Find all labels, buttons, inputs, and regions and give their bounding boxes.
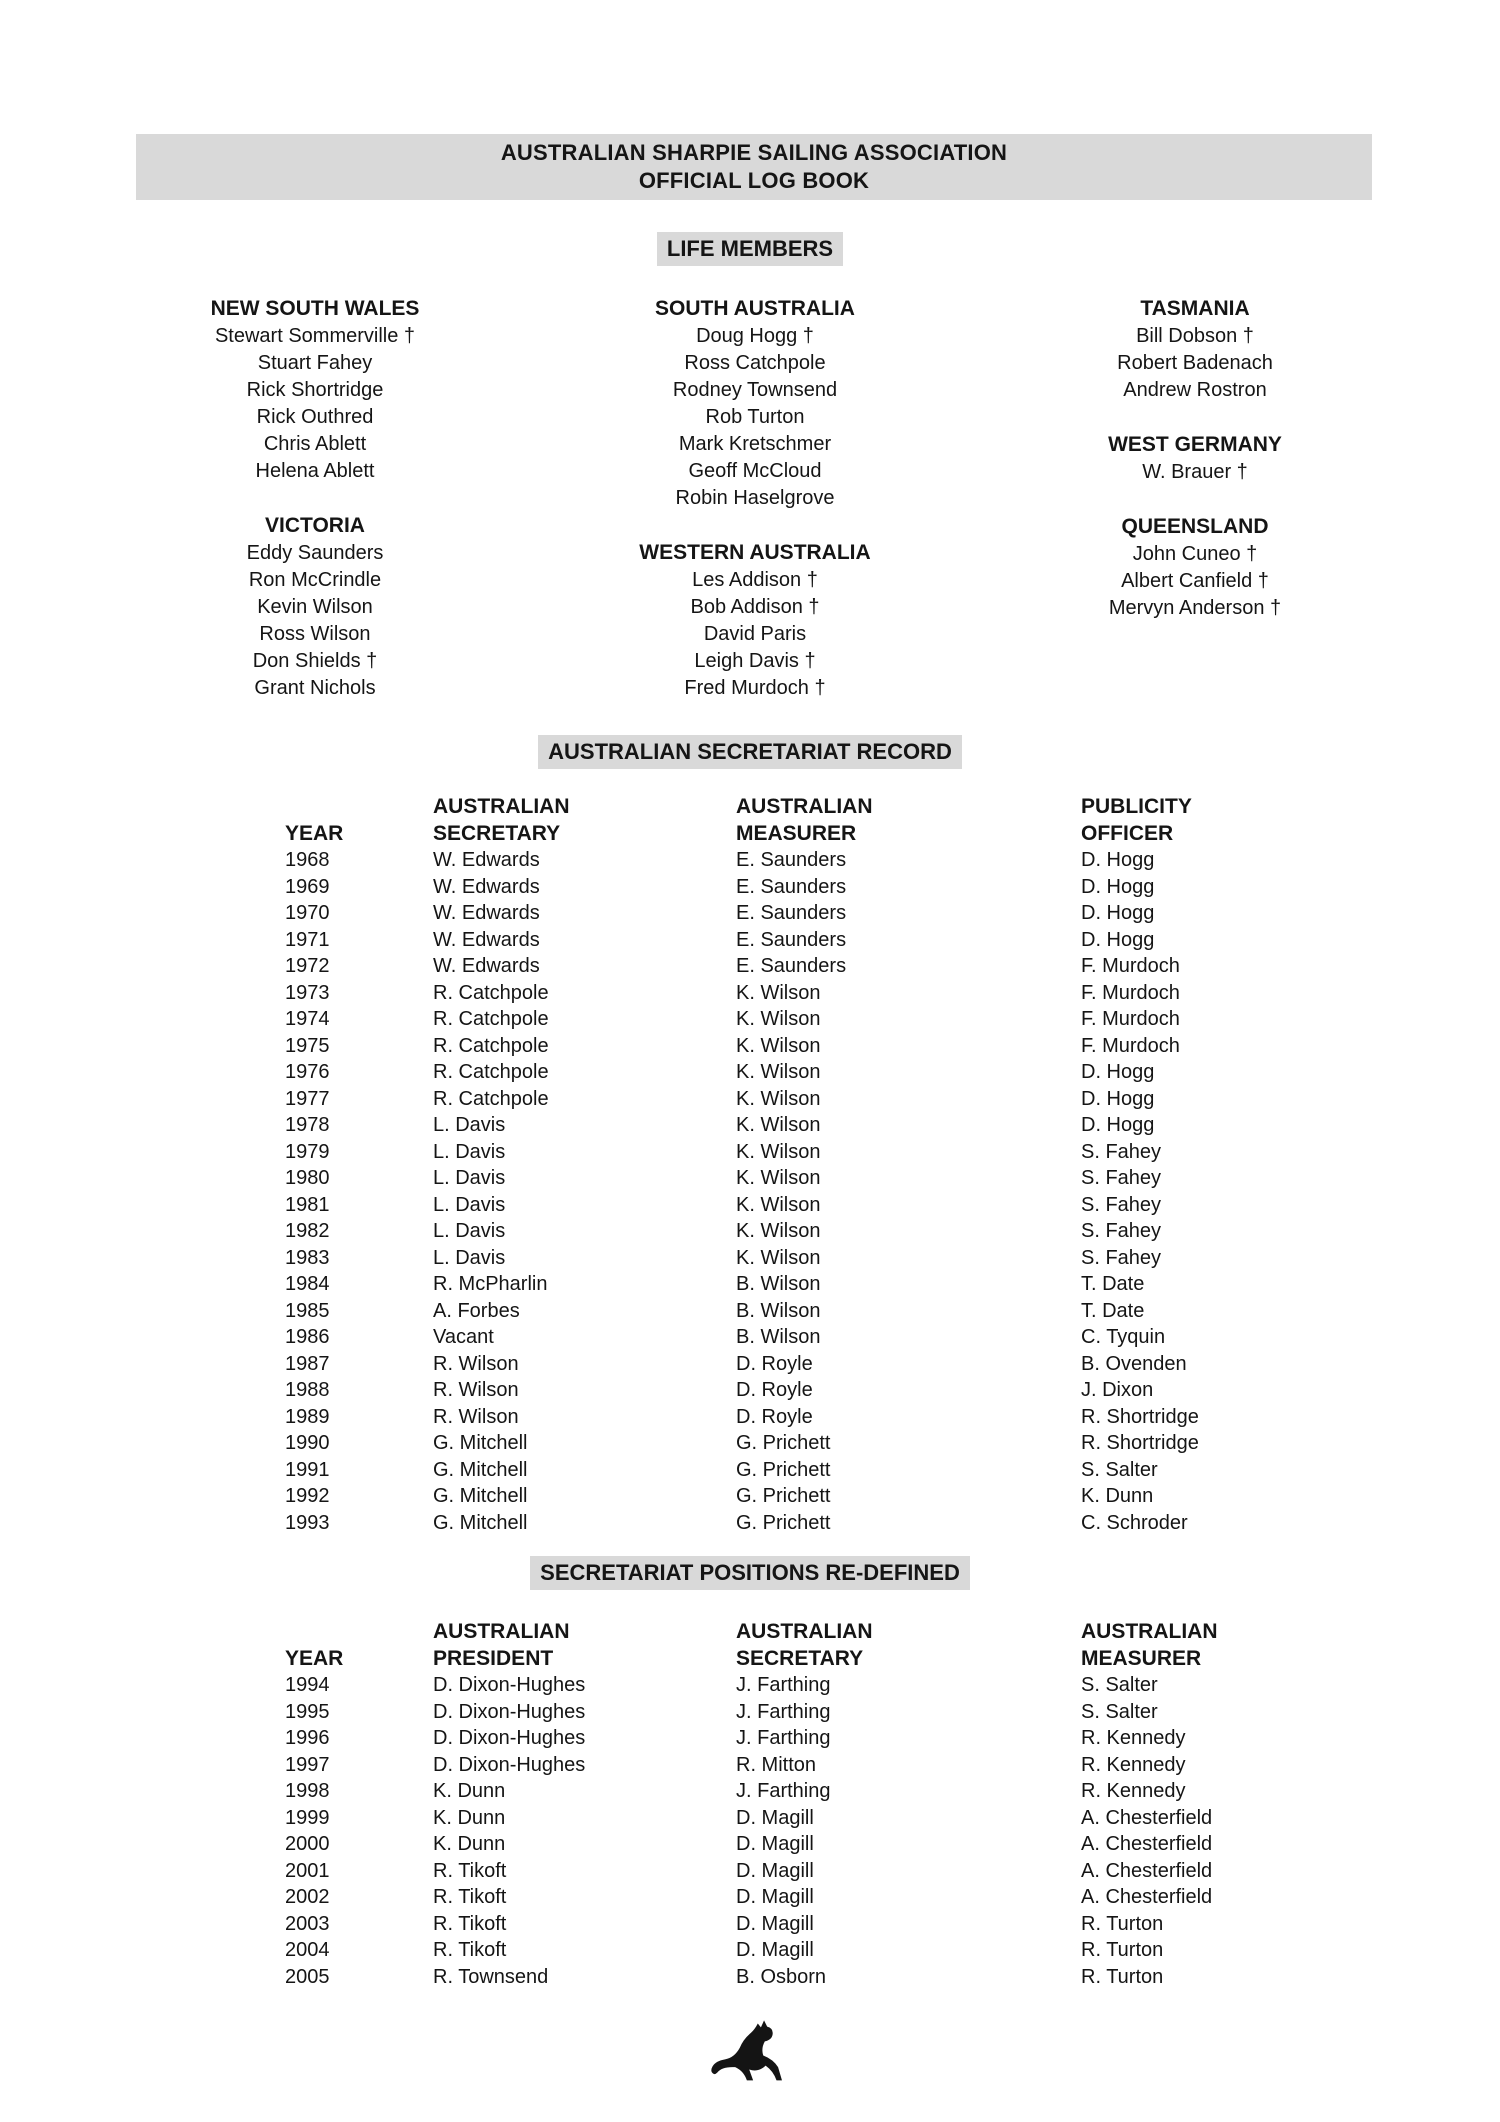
table-cell: G. Mitchell	[433, 1511, 528, 1534]
table-cell: K. Dunn	[1081, 1485, 1154, 1507]
positions-redefined-table	[285, 1618, 1411, 1990]
table-cell: R. Shortridge	[1081, 1405, 1199, 1428]
table-cell: B. Wilson	[736, 1326, 821, 1348]
table-cell: 1976	[285, 1061, 330, 1083]
member-name: Les Addison †	[692, 569, 818, 591]
table-cell: K. Wilson	[736, 1061, 821, 1083]
table-cell: E. Saunders	[736, 902, 847, 924]
member-name: Ron McCrindle	[248, 569, 382, 591]
table-cell: R. Wilson	[433, 1379, 519, 1401]
footer-logo-area	[0, 2018, 1500, 2087]
table-cell: S. Salter	[1081, 1674, 1158, 1696]
positions-redefined-row	[285, 1725, 1411, 1752]
document-title-line2: OFFICIAL LOG BOOK	[638, 168, 870, 193]
life-members-column-3	[975, 294, 1415, 728]
table-cell: A. Chesterfield	[1081, 1886, 1213, 1908]
table-cell: R. Wilson	[433, 1352, 519, 1375]
table-cell: K. Wilson	[736, 1008, 821, 1030]
table-cell: 2004	[285, 1939, 330, 1961]
secretariat-record-row	[285, 900, 1411, 927]
table-cell: R. Tikoft	[433, 1939, 507, 1961]
table-cell: K. Dunn	[433, 1833, 506, 1855]
table-cell: F. Murdoch	[1081, 1008, 1180, 1030]
table-cell: R. Catchpole	[433, 981, 549, 1004]
member-name: Grant Nichols	[254, 677, 376, 699]
secretariat-record-row	[285, 1006, 1411, 1033]
table-cell: 1969	[285, 875, 330, 898]
table-cell: D. Hogg	[1081, 875, 1155, 898]
table-cell: 1987	[285, 1352, 330, 1375]
table-cell: 1998	[285, 1780, 330, 1802]
column-header: PRESIDENT	[433, 1647, 554, 1670]
secretariat-record-row	[285, 1165, 1411, 1192]
table-cell: D. Hogg	[1081, 849, 1155, 871]
life-members-columns	[95, 294, 1415, 728]
life-members-group	[535, 538, 975, 702]
table-cell: 1986	[285, 1326, 330, 1348]
table-cell: W. Edwards	[433, 875, 540, 898]
table-cell: B. Ovenden	[1081, 1352, 1187, 1375]
table-cell: E. Saunders	[736, 849, 847, 871]
table-cell: D. Hogg	[1081, 1061, 1155, 1083]
table-cell: W. Edwards	[433, 928, 540, 951]
column-header: AUSTRALIAN	[736, 795, 873, 818]
table-cell: B. Wilson	[736, 1273, 821, 1295]
positions-redefined-row	[285, 1699, 1411, 1726]
member-name: Don Shields †	[252, 650, 378, 672]
table-cell: J. Dixon	[1081, 1379, 1154, 1401]
table-cell: D. Royle	[736, 1405, 813, 1428]
member-name: Chris Ablett	[263, 433, 367, 455]
table-cell: G. Prichett	[736, 1485, 831, 1507]
column-header: AUSTRALIAN	[433, 795, 570, 818]
secretariat-record-heading-text: AUSTRALIAN SECRETARIAT RECORD	[538, 735, 962, 769]
table-cell: D. Hogg	[1081, 1087, 1155, 1110]
table-cell: 1968	[285, 849, 330, 871]
state-heading: NEW SOUTH WALES	[210, 297, 420, 320]
table-cell: 2003	[285, 1912, 330, 1935]
table-cell: D. Magill	[736, 1859, 814, 1882]
member-name: Andrew Rostron	[1123, 379, 1267, 401]
state-heading: TASMANIA	[1140, 297, 1250, 320]
state-heading: VICTORIA	[265, 514, 365, 537]
table-cell: S. Salter	[1081, 1700, 1158, 1723]
positions-redefined-row	[285, 1964, 1411, 1991]
table-cell: D. Magill	[736, 1912, 814, 1935]
table-cell: T. Date	[1081, 1273, 1145, 1295]
column-header: OFFICER	[1081, 822, 1174, 845]
member-name: Mervyn Anderson †	[1108, 597, 1282, 619]
table-cell: D. Dixon-Hughes	[433, 1674, 586, 1696]
secretariat-record-row	[285, 847, 1411, 874]
table-cell: 1979	[285, 1140, 330, 1163]
secretariat-record-row	[285, 1245, 1411, 1272]
table-cell: D. Dixon-Hughes	[433, 1727, 586, 1749]
secretariat-record-row	[285, 1192, 1411, 1219]
member-name: Bill Dobson †	[1136, 325, 1254, 347]
secretariat-record-row	[285, 1510, 1411, 1537]
table-cell: L. Davis	[433, 1220, 506, 1242]
state-heading: SOUTH AUSTRALIA	[655, 297, 855, 320]
table-cell: F. Murdoch	[1081, 1034, 1180, 1057]
column-header: SECRETARY	[433, 822, 561, 845]
table-cell: D. Hogg	[1081, 902, 1155, 924]
column-header: YEAR	[285, 1647, 344, 1670]
state-heading: WEST GERMANY	[1108, 433, 1282, 456]
life-members-group	[975, 430, 1415, 486]
secretariat-record-row	[285, 1430, 1411, 1457]
positions-redefined-heading	[0, 1556, 1500, 1590]
table-cell: J. Farthing	[736, 1674, 831, 1696]
secretariat-record-row	[285, 1298, 1411, 1325]
table-cell: 1994	[285, 1674, 330, 1696]
column-header: MEASURER	[1081, 1647, 1202, 1670]
member-name: Rodney Townsend	[672, 379, 838, 401]
positions-redefined-row	[285, 1884, 1411, 1911]
table-cell: R. Catchpole	[433, 1034, 549, 1057]
column-header	[285, 1618, 433, 1645]
table-cell: G. Mitchell	[433, 1432, 528, 1454]
table-cell: S. Salter	[1081, 1458, 1158, 1481]
table-cell: T. Date	[1081, 1299, 1145, 1322]
table-cell: E. Saunders	[736, 875, 847, 898]
table-cell: K. Dunn	[433, 1806, 506, 1829]
table-cell: R. Catchpole	[433, 1008, 549, 1030]
secretariat-record-row	[285, 1324, 1411, 1351]
table-cell: 1995	[285, 1700, 330, 1723]
table-cell: J. Farthing	[736, 1727, 831, 1749]
positions-redefined-row	[285, 1778, 1411, 1805]
positions-redefined-heading-text: SECRETARIAT POSITIONS RE-DEFINED	[530, 1556, 970, 1590]
table-cell: A. Forbes	[433, 1299, 520, 1322]
table-cell: D. Dixon-Hughes	[433, 1700, 586, 1723]
life-members-group	[975, 512, 1415, 622]
secretariat-record-row	[285, 1457, 1411, 1484]
member-name: Robin Haselgrove	[675, 487, 835, 509]
table-cell: 1978	[285, 1114, 330, 1136]
table-cell: 1982	[285, 1220, 330, 1242]
table-cell: K. Wilson	[736, 1193, 821, 1216]
column-header: SECRETARY	[736, 1647, 864, 1670]
table-cell: G. Prichett	[736, 1511, 831, 1534]
member-name: Bob Addison †	[690, 596, 820, 618]
column-header: AUSTRALIAN	[1081, 1620, 1218, 1643]
table-cell: R. Catchpole	[433, 1061, 549, 1083]
member-name: Ross Catchpole	[684, 352, 826, 374]
table-cell: 1999	[285, 1806, 330, 1829]
member-name: Stewart Sommerville †	[214, 325, 416, 347]
table-cell: 1991	[285, 1458, 330, 1481]
secretariat-record-row	[285, 1059, 1411, 1086]
life-members-group	[535, 294, 975, 512]
table-cell: W. Edwards	[433, 902, 540, 924]
secretariat-record-row	[285, 1218, 1411, 1245]
column-header: AUSTRALIAN	[736, 1620, 873, 1643]
table-cell: R. Shortridge	[1081, 1432, 1199, 1454]
positions-redefined-row	[285, 1911, 1411, 1938]
member-name: Rick Outhred	[256, 406, 374, 428]
column-header: PUBLICITY	[1081, 795, 1192, 818]
positions-redefined-row	[285, 1752, 1411, 1779]
table-cell: 2001	[285, 1859, 330, 1882]
table-cell: R. Tikoft	[433, 1859, 507, 1882]
column-header	[285, 793, 433, 820]
table-cell: R. Townsend	[433, 1965, 549, 1988]
table-cell: L. Davis	[433, 1167, 506, 1189]
member-name: Leigh Davis †	[694, 650, 816, 672]
secretariat-record-row	[285, 1377, 1411, 1404]
table-cell: 1985	[285, 1299, 330, 1322]
table-cell: F. Murdoch	[1081, 981, 1180, 1004]
positions-redefined-header-row-2	[285, 1645, 1411, 1672]
table-cell: A. Chesterfield	[1081, 1833, 1213, 1855]
secretariat-record-row	[285, 1139, 1411, 1166]
positions-redefined-row	[285, 1937, 1411, 1964]
member-name: Helena Ablett	[255, 460, 375, 482]
table-cell: R. Tikoft	[433, 1886, 507, 1908]
table-cell: C. Tyquin	[1081, 1326, 1166, 1348]
table-cell: 2000	[285, 1833, 330, 1855]
column-header: MEASURER	[736, 822, 857, 845]
table-cell: R. Kennedy	[1081, 1753, 1186, 1776]
table-cell: J. Farthing	[736, 1780, 831, 1802]
table-cell: 1984	[285, 1273, 330, 1295]
table-cell: 1974	[285, 1008, 330, 1030]
table-cell: D. Royle	[736, 1352, 813, 1375]
positions-redefined-row	[285, 1805, 1411, 1832]
member-name: Geoff McCloud	[688, 460, 822, 482]
table-cell: R. Mitton	[736, 1753, 817, 1776]
table-cell: 1975	[285, 1034, 330, 1057]
table-cell: 1970	[285, 902, 330, 924]
table-cell: 1990	[285, 1432, 330, 1454]
table-cell: R. Kennedy	[1081, 1727, 1186, 1749]
member-name: Rob Turton	[705, 406, 805, 428]
secretariat-record-row	[285, 1112, 1411, 1139]
life-members-group	[95, 511, 535, 702]
table-cell: R. McPharlin	[433, 1273, 548, 1295]
table-cell: S. Fahey	[1081, 1246, 1162, 1269]
member-name: Kevin Wilson	[257, 596, 373, 618]
table-cell: 1977	[285, 1087, 330, 1110]
document-title-bar	[136, 134, 1372, 200]
table-cell: S. Fahey	[1081, 1140, 1162, 1163]
table-cell: K. Wilson	[736, 1087, 821, 1110]
table-cell: 1983	[285, 1246, 330, 1269]
table-cell: W. Edwards	[433, 955, 540, 977]
table-cell: S. Fahey	[1081, 1220, 1162, 1242]
member-name: Albert Canfield †	[1121, 570, 1269, 592]
table-cell: R. Wilson	[433, 1405, 519, 1428]
secretariat-record-row	[285, 1086, 1411, 1113]
table-cell: 1989	[285, 1405, 330, 1428]
table-cell: L. Davis	[433, 1140, 506, 1163]
table-cell: 1973	[285, 981, 330, 1004]
secretariat-record-row	[285, 1404, 1411, 1431]
member-name: W. Brauer †	[1142, 461, 1248, 483]
secretariat-record-heading	[0, 735, 1500, 769]
secretariat-record-row	[285, 1483, 1411, 1510]
table-cell: 1971	[285, 928, 330, 951]
table-cell: D. Magill	[736, 1806, 814, 1829]
table-cell: E. Saunders	[736, 928, 847, 951]
member-name: Rick Shortridge	[246, 379, 384, 401]
table-cell: R. Turton	[1081, 1965, 1164, 1988]
table-cell: B. Osborn	[736, 1965, 827, 1988]
table-cell: D. Dixon-Hughes	[433, 1753, 586, 1776]
table-cell: D. Royle	[736, 1379, 813, 1401]
life-members-heading	[0, 232, 1500, 266]
life-members-group	[975, 294, 1415, 404]
table-cell: W. Edwards	[433, 849, 540, 871]
table-cell: 2002	[285, 1886, 330, 1908]
life-members-column-1	[95, 294, 535, 728]
table-cell: 1993	[285, 1511, 330, 1534]
table-cell: 1980	[285, 1167, 330, 1189]
table-cell: 1972	[285, 955, 330, 977]
positions-redefined-header-row-1	[285, 1618, 1411, 1645]
table-cell: 2005	[285, 1965, 330, 1988]
member-name: Stuart Fahey	[257, 352, 373, 374]
table-cell: K. Wilson	[736, 1114, 821, 1136]
secretariat-record-row	[285, 1351, 1411, 1378]
table-cell: Vacant	[433, 1326, 494, 1348]
secretariat-record-table	[285, 793, 1411, 1536]
table-cell: K. Wilson	[736, 1246, 821, 1269]
life-members-column-2	[535, 294, 975, 728]
column-header: AUSTRALIAN	[433, 1620, 570, 1643]
table-cell: S. Fahey	[1081, 1167, 1162, 1189]
table-cell: G. Mitchell	[433, 1458, 528, 1481]
table-cell: L. Davis	[433, 1114, 506, 1136]
secretariat-record-header-row-1	[285, 793, 1411, 820]
table-cell: J. Farthing	[736, 1700, 831, 1723]
table-cell: 1992	[285, 1485, 330, 1507]
member-name: Robert Badenach	[1117, 352, 1273, 374]
state-heading: QUEENSLAND	[1121, 515, 1269, 538]
table-cell: K. Wilson	[736, 1140, 821, 1163]
table-cell: K. Wilson	[736, 1034, 821, 1057]
table-cell: R. Turton	[1081, 1939, 1164, 1961]
member-name: John Cuneo †	[1132, 543, 1258, 565]
life-members-group	[95, 294, 535, 485]
table-cell: D. Hogg	[1081, 1114, 1155, 1136]
positions-redefined-row	[285, 1858, 1411, 1885]
positions-redefined-row	[285, 1831, 1411, 1858]
table-cell: 1997	[285, 1753, 330, 1776]
member-name: Fred Murdoch †	[684, 677, 826, 699]
secretariat-record-row	[285, 953, 1411, 980]
secretariat-record-row	[285, 1033, 1411, 1060]
table-cell: E. Saunders	[736, 955, 847, 977]
table-cell: A. Chesterfield	[1081, 1859, 1213, 1882]
table-cell: D. Magill	[736, 1833, 814, 1855]
secretariat-record-row	[285, 927, 1411, 954]
table-cell: K. Wilson	[736, 981, 821, 1004]
member-name: Eddy Saunders	[246, 542, 384, 564]
life-members-heading-text: LIFE MEMBERS	[657, 232, 843, 266]
member-name: Mark Kretschmer	[678, 433, 832, 455]
table-cell: D. Magill	[736, 1939, 814, 1961]
table-cell: S. Fahey	[1081, 1193, 1162, 1216]
positions-redefined-row	[285, 1672, 1411, 1699]
table-cell: L. Davis	[433, 1193, 506, 1216]
table-cell: 1981	[285, 1193, 330, 1216]
table-cell: D. Magill	[736, 1886, 814, 1908]
table-cell: A. Chesterfield	[1081, 1806, 1213, 1829]
member-name: Ross Wilson	[259, 623, 371, 645]
table-cell: R. Turton	[1081, 1912, 1164, 1935]
secretariat-record-row	[285, 980, 1411, 1007]
table-cell: R. Catchpole	[433, 1087, 549, 1110]
table-cell: B. Wilson	[736, 1299, 821, 1322]
table-cell: G. Mitchell	[433, 1485, 528, 1507]
table-cell: K. Dunn	[433, 1780, 506, 1802]
table-cell: 1996	[285, 1727, 330, 1749]
member-name: Doug Hogg †	[696, 325, 814, 347]
secretariat-record-row	[285, 1271, 1411, 1298]
table-cell: K. Wilson	[736, 1167, 821, 1189]
table-cell: R. Tikoft	[433, 1912, 507, 1935]
table-cell: 1988	[285, 1379, 330, 1401]
document-title-line1: AUSTRALIAN SHARPIE SAILING ASSOCIATION	[500, 140, 1008, 165]
secretariat-record-header-row-2	[285, 820, 1411, 847]
table-cell: C. Schroder	[1081, 1511, 1188, 1534]
table-cell: G. Prichett	[736, 1432, 831, 1454]
secretariat-record-row	[285, 874, 1411, 901]
table-cell: R. Kennedy	[1081, 1780, 1186, 1802]
table-cell: G. Prichett	[736, 1458, 831, 1481]
column-header: YEAR	[285, 822, 344, 845]
table-cell: F. Murdoch	[1081, 955, 1180, 977]
member-name: David Paris	[703, 623, 807, 645]
state-heading: WESTERN AUSTRALIA	[639, 541, 871, 564]
table-cell: D. Hogg	[1081, 928, 1155, 951]
table-cell: K. Wilson	[736, 1220, 821, 1242]
kangaroo-icon	[711, 2018, 789, 2087]
table-cell: L. Davis	[433, 1246, 506, 1269]
